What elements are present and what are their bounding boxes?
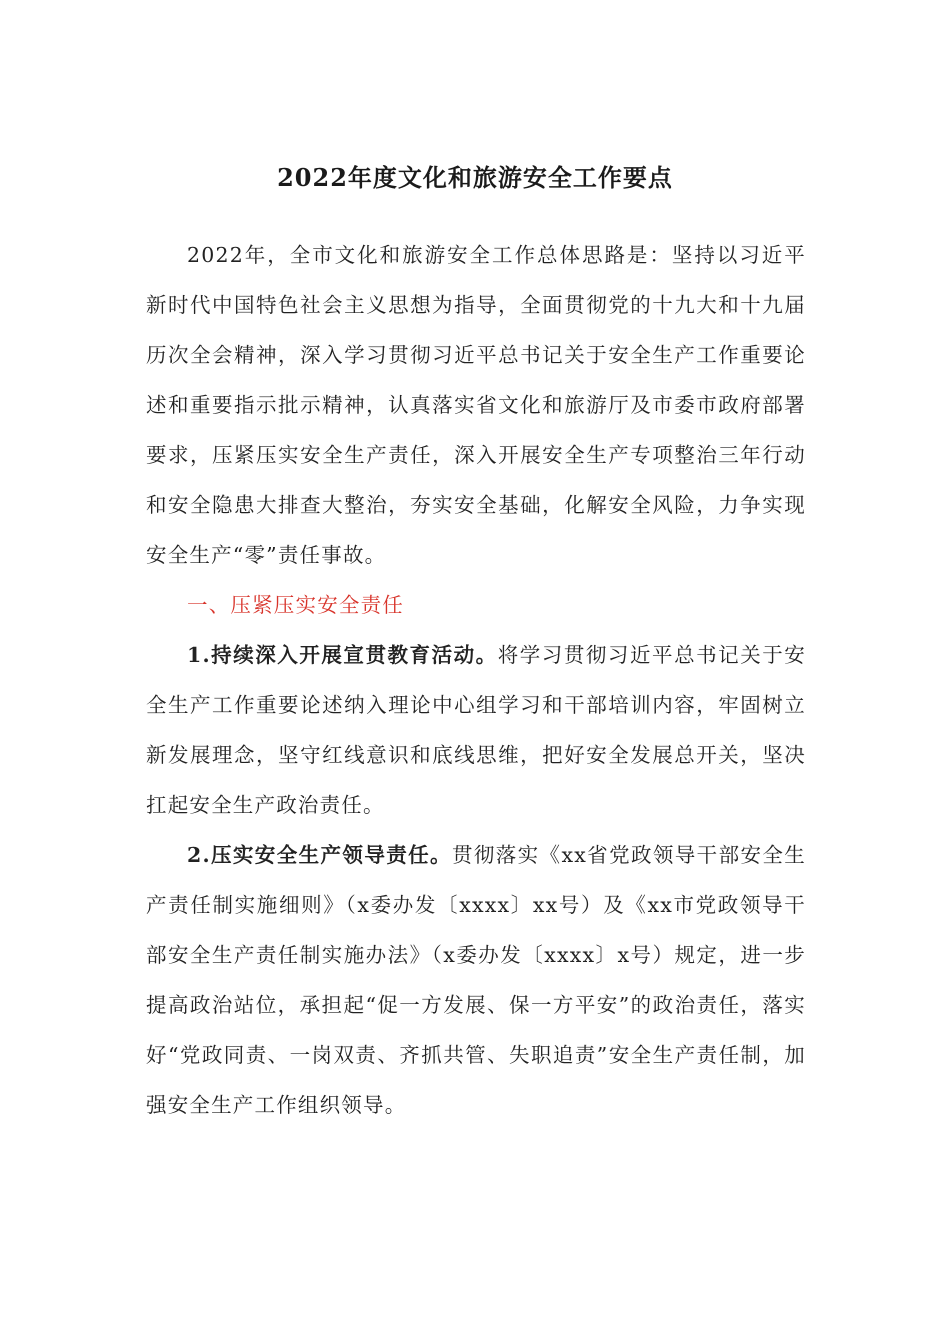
document-body xyxy=(146,230,806,1130)
item-2-text: 贯彻落实《xx省党政领导干部安全生产责任制实施细则》（x委办发〔xxxx〕xx号）及《xx市党政领导干部安全生产责任制实施办法》（x委办发〔xxxx〕x号）规定，进一步提高政治站位，承担起“促一方发展、保一方平安”的政治责任，落实好“党政同责、一岗双责、齐抓共管、失职追责”安全生产责任制，加强安全生产工作组织领导。 xyxy=(146,843,806,1117)
intro-paragraph: 2022年，全市文化和旅游安全工作总体思路是：坚持以习近平新时代中国特色社会主义思想为指导，全面贯彻党的十九大和十九届历次全会精神，深入学习贯彻习近平总书记关于安全生产工作重要论述和重要指示批示精神，认真落实省文化和旅游厅及市委市政府部署要求，压紧压实安全生产责任，深入开展安全生产专项整治三年行动和安全隐患大排查大整治，夯实安全基础，化解安全风险，力争实现安全生产“零”责任事故。 xyxy=(146,243,806,567)
item-2-lead: 2.压实安全生产领导责任。 xyxy=(187,843,452,867)
item-2-paragraph xyxy=(146,830,806,1130)
document-title: 2022年度文化和旅游安全工作要点 xyxy=(277,163,673,192)
item-1-paragraph xyxy=(146,630,806,830)
item-1-text: 将学习贯彻习近平总书记关于安全生产工作重要论述纳入理论中心组学习和干部培训内容，牢固树立新发展理念，坚守红线意识和底线思维，把好安全发展总开关，坚决扛起安全生产政治责任。 xyxy=(146,643,806,817)
item-1-lead: 1.持续深入开展宣贯教育活动。 xyxy=(187,643,498,667)
section-heading-1: 一、压紧压实安全责任 xyxy=(187,593,404,617)
